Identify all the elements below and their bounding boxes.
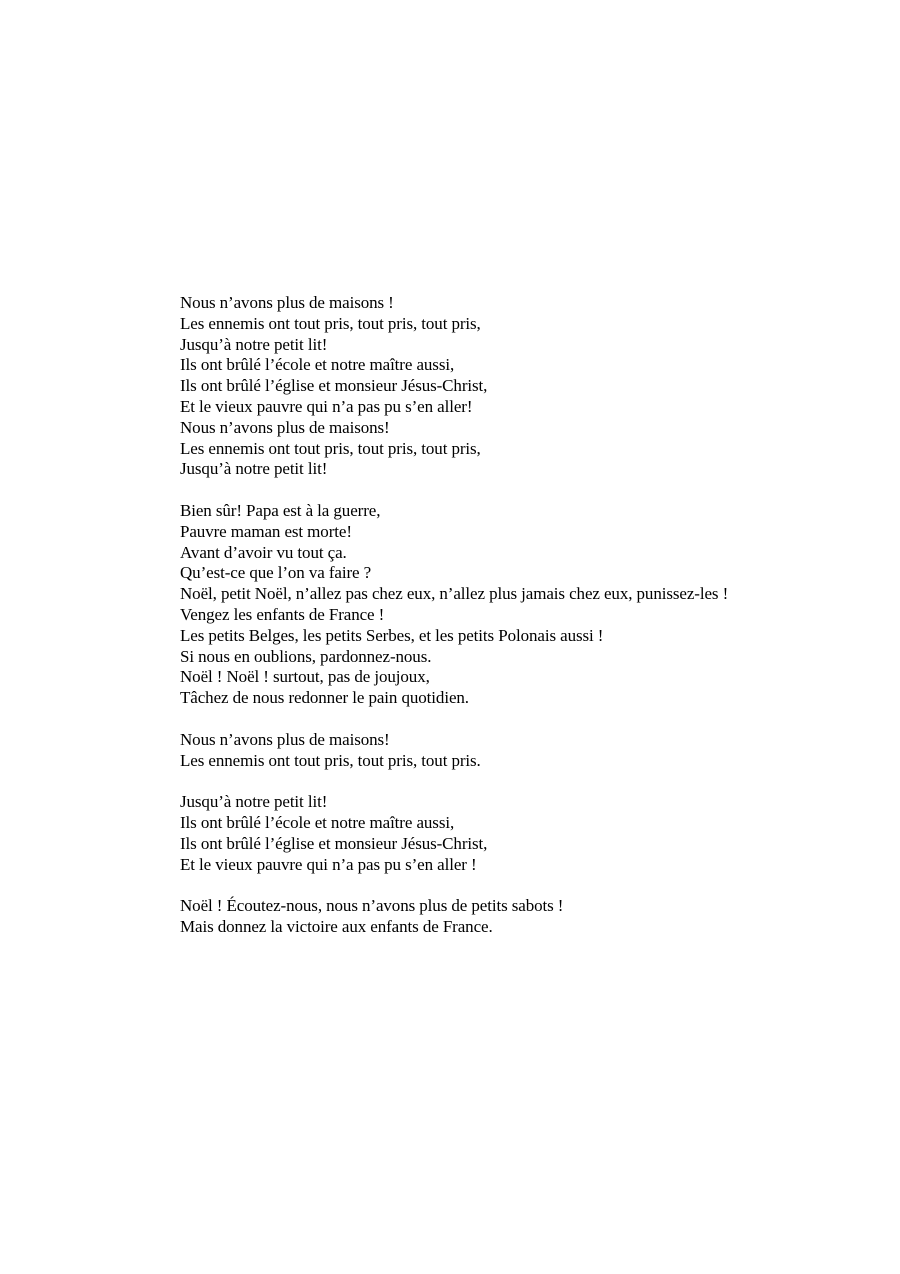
poem-line: Et le vieux pauvre qui n’a pas pu s’en aller ! <box>180 854 477 874</box>
poem-line: Vengez les enfants de France ! <box>180 604 385 624</box>
stanza-3 <box>180 730 860 772</box>
poem-line: Tâchez de nous redonner le pain quotidien. <box>180 688 469 708</box>
poem-line: Avant d’avoir vu tout ça. <box>180 542 347 562</box>
poem-line: Si nous en oublions, pardonnez-nous. <box>180 646 432 666</box>
poem-line: Noël, petit Noël, n’allez pas chez eux, n’allez plus jamais chez eux, punissez-les ! <box>180 584 729 604</box>
stanza-4 <box>180 792 860 875</box>
poem-line: Bien sûr! Papa est à la guerre, <box>180 500 381 520</box>
poem-text <box>180 293 860 938</box>
poem-line: Mais donnez la victoire aux enfants de France. <box>180 916 493 936</box>
poem-line: Les petits Belges, les petits Serbes, et les petits Polonais aussi ! <box>180 625 604 645</box>
poem-line: Ils ont brûlé l’église et monsieur Jésus-Christ, <box>180 376 488 396</box>
poem-line: Ils ont brûlé l’église et monsieur Jésus-Christ, <box>180 833 488 853</box>
poem-line: Jusqu’à notre petit lit! <box>180 459 328 479</box>
stanza-2 <box>180 501 860 709</box>
poem-line: Noël ! Noël ! surtout, pas de joujoux, <box>180 667 430 687</box>
poem-line: Les ennemis ont tout pris, tout pris, tout pris, <box>180 313 481 333</box>
stanza-1 <box>180 293 860 480</box>
poem-line: Nous n’avons plus de maisons! <box>180 729 390 749</box>
poem-line: Ils ont brûlé l’école et notre maître aussi, <box>180 355 455 375</box>
poem-line: Et le vieux pauvre qui n’a pas pu s’en aller! <box>180 396 473 416</box>
poem-line: Les ennemis ont tout pris, tout pris, tout pris. <box>180 750 481 770</box>
poem-line: Nous n’avons plus de maisons! <box>180 417 390 437</box>
poem-line: Noël ! Écoutez-nous, nous n’avons plus de petits sabots ! <box>180 896 564 916</box>
poem-line: Jusqu’à notre petit lit! <box>180 792 328 812</box>
poem-line: Les ennemis ont tout pris, tout pris, tout pris, <box>180 438 481 458</box>
poem-line: Ils ont brûlé l’école et notre maître aussi, <box>180 812 455 832</box>
poem-line: Jusqu’à notre petit lit! <box>180 334 328 354</box>
stanza-5 <box>180 896 860 938</box>
poem-line: Qu’est-ce que l’on va faire ? <box>180 563 372 583</box>
poem-line: Nous n’avons plus de maisons ! <box>180 293 394 312</box>
poem-line: Pauvre maman est morte! <box>180 521 352 541</box>
